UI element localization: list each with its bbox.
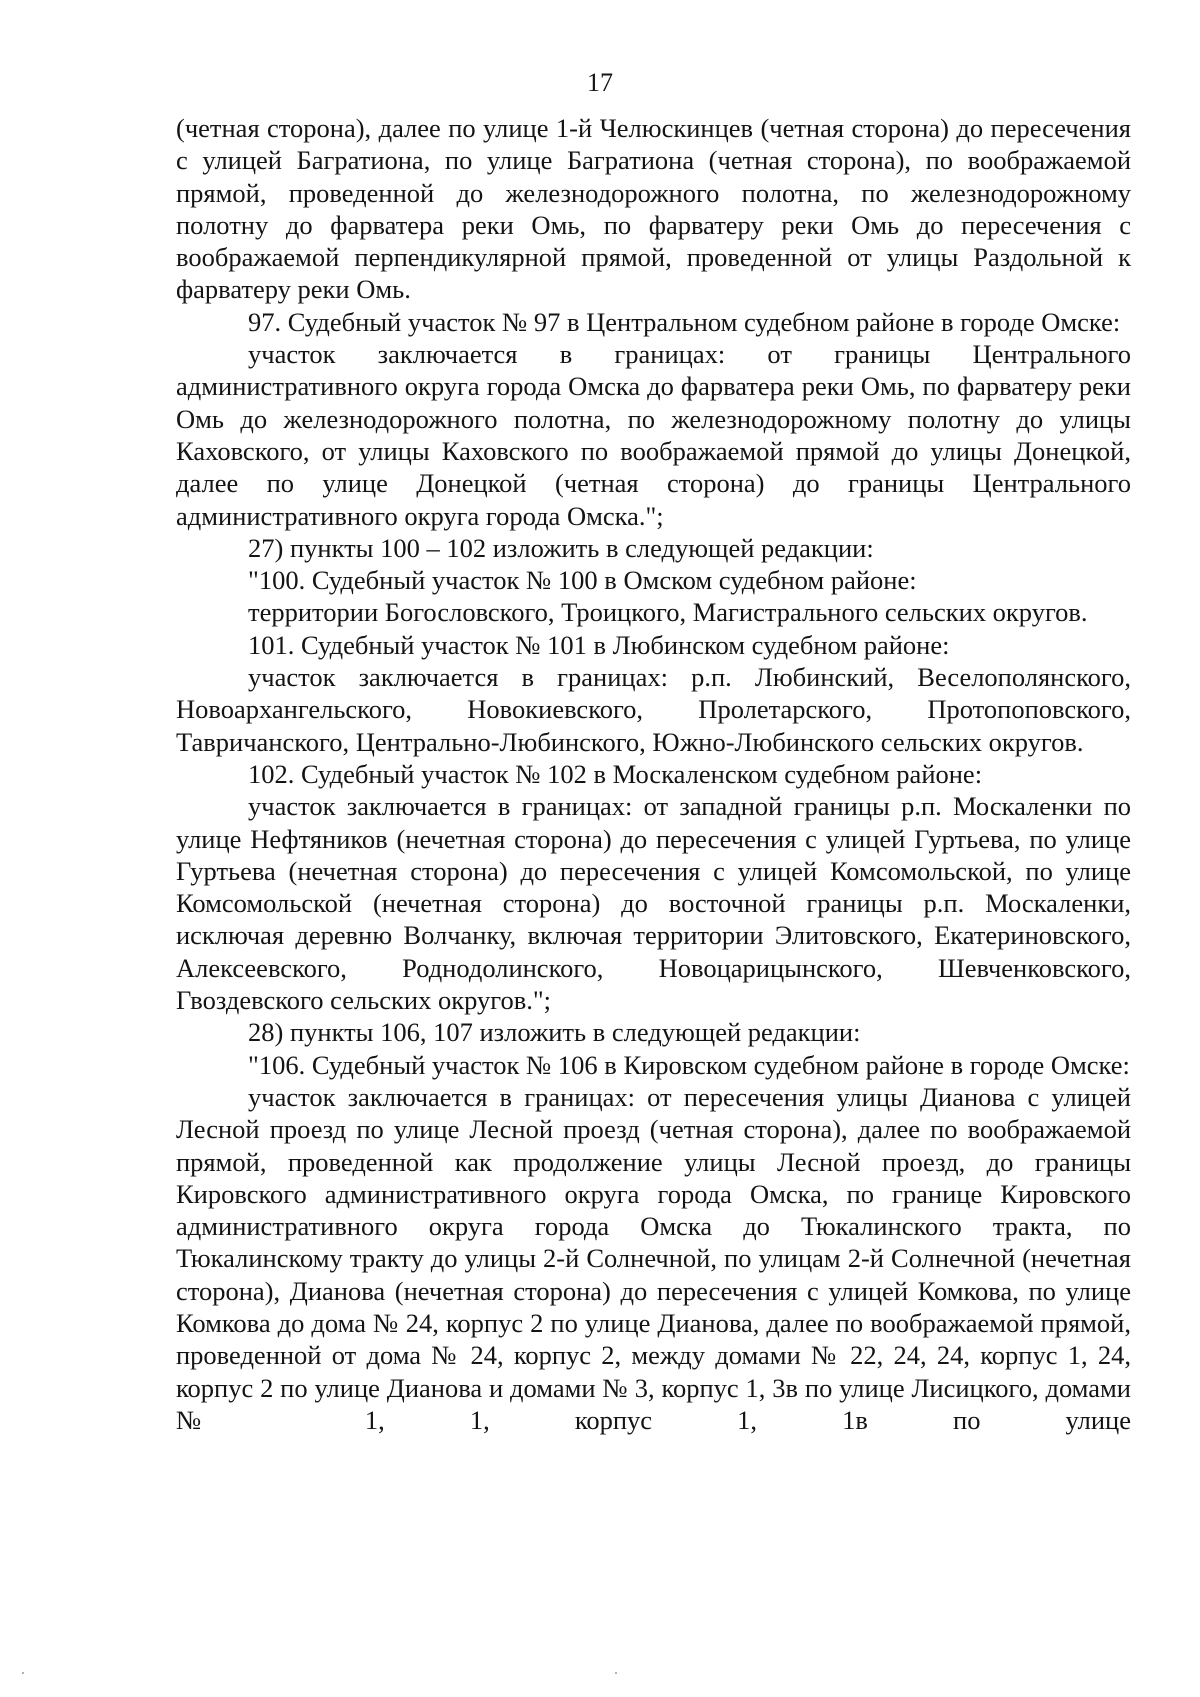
scan-speck xyxy=(615,1672,617,1674)
paragraph-item-102-heading: 102. Судебный участок № 102 в Москаленском судебном районе: xyxy=(248,758,983,789)
paragraph-item-101-boundaries: участок заключается в границах: р.п. Любинский, Веселополянского, Новоархангельского, Новокиевского, Пролетарского, Протопоповского, Тавричанского, Центрально-Любинского, Южно-Любинского сельских округов. xyxy=(176,662,1131,757)
paragraph-item-106-boundaries: участок заключается в границах: от пересечения улицы Дианова с улицей Лесной проезд по улице Лесной проезд (четная сторона), далее по воображаемой прямой, проведенной как продолжение улицы Лесной проезд, до границы Кировского административного округа города Омска, по границе Кировского административного округа города Омска до Тюкалинского тракта, по Тюкалинскому тракту до улицы 2-й Солнечной, по улицам 2-й Солнечной (нечетная сторона), Дианова (нечетная сторона) до пересечения с улицей Комкова, по улице Комкова до дома № 24, корпус 2 по улице Дианова, далее по воображаемой прямой, проведенной от дома № 24, корпус 2, между домами № 22, 24, 24, корпус 1, 24, корпус 2 по улице Дианова и домами № 3, корпус 1, 3в по улице Лисицкого, домами № 1, 1, корпус 1, 1в по улице xyxy=(176,1081,1131,1435)
document-body xyxy=(176,112,1131,1436)
page-number: 17 xyxy=(587,68,613,97)
paragraph-amendment-27: 27) пункты 100 – 102 изложить в следующей редакции: xyxy=(248,532,874,563)
paragraph-amendment-28: 28) пункты 106, 107 изложить в следующей редакции: xyxy=(248,1017,861,1048)
paragraph-item-101-heading: 101. Судебный участок № 101 в Любинском судебном районе: xyxy=(248,629,950,660)
paragraph-item-100-heading: "100. Судебный участок № 100 в Омском судебном районе: xyxy=(248,565,917,596)
paragraph-item-106-heading: "106. Судебный участок № 106 в Кировском судебном районе в городе Омске: xyxy=(248,1049,1130,1080)
scan-speck xyxy=(22,1672,24,1674)
paragraph-item-97-heading: 97. Судебный участок № 97 в Центральном судебном районе в городе Омске: xyxy=(248,306,1121,337)
paragraph-item-100-territory: территории Богословского, Троицкого, Магистрального сельских округов. xyxy=(248,597,1088,628)
paragraph-item-97-boundaries: участок заключается в границах: от границы Центрального административного округа города Омска до фарватера реки Омь, по фарватеру реки Омь до железнодорожного полотна, по железнодорожному полотну до улицы Каховского, от улицы Каховского по воображаемой прямой до улицы Донецкой, далее по улице Донецкой (четная сторона) до границы Центрального административного округа города Омска."; xyxy=(176,339,1131,531)
paragraph-item-102-boundaries: участок заключается в границах: от западной границы р.п. Москаленки по улице Нефтяников (нечетная сторона) до пересечения с улицей Гуртьева, по улице Гуртьева (нечетная сторона) до пересечения с улицей Комсомольской, по улице Комсомольской (нечетная сторона) до восточной границы р.п. Москаленки, исключая деревню Волчанку, включая территории Элитовского, Екатериновского, Алексеевского, Роднодолинского, Новоцарицынского, Шевченковского, Гвоздевского сельских округов."; xyxy=(176,791,1131,1016)
paragraph-continuation: (четная сторона), далее по улице 1-й Челюскинцев (четная сторона) до пересечения с улицей Багратиона, по улице Багратиона (четная сторона), по воображаемой прямой, проведенной до железнодорожного полотна, по железнодорожному полотну до фарватера реки Омь, по фарватеру реки Омь до пересечения с воображаемой перпендикулярной прямой, проведенной от улицы Раздольной к фарватеру реки Омь. xyxy=(176,113,1131,305)
